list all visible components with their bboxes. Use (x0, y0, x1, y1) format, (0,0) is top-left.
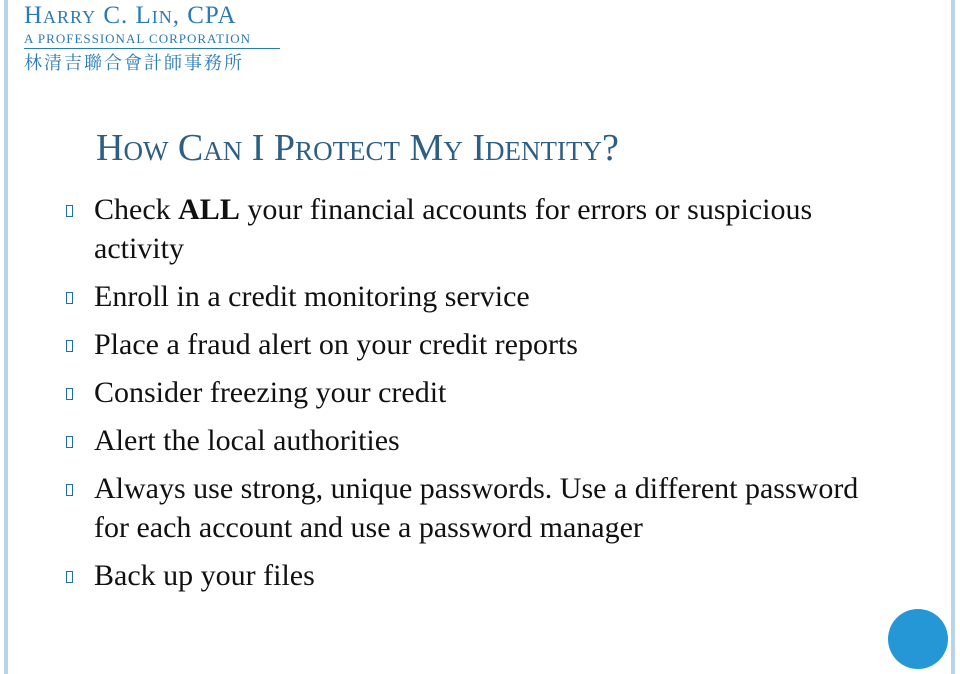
slide-title: How Can I Protect My Identity? (96, 127, 619, 169)
slide-frame-right (951, 0, 955, 674)
bullet-marker-icon (66, 205, 73, 217)
bullet-item (62, 325, 892, 364)
bullet-marker-icon (66, 292, 73, 304)
bullet-marker-icon (66, 436, 73, 448)
bullet-item (62, 373, 892, 412)
bullet-text: Place a fraud alert on your credit reports (94, 328, 578, 361)
decorative-circle (888, 609, 948, 669)
bullet-marker-icon (66, 571, 73, 583)
bullet-text: Alert the local authorities (94, 424, 400, 457)
slide-frame-left (4, 0, 8, 674)
bullet-marker-icon (66, 340, 73, 352)
firm-logo (24, 2, 280, 77)
bullet-text: Always use strong, unique passwords. Use a different password for each account and use a password manager (94, 472, 859, 544)
bullet-marker-icon (66, 484, 73, 496)
bullet-item (62, 556, 892, 595)
bullet-text: Check ALL your financial accounts for errors or suspicious activity (94, 193, 813, 265)
bullet-text: Back up your files (94, 559, 315, 592)
bullet-item (62, 277, 892, 316)
logo-subtitle: A PROFESSIONAL CORPORATION (24, 31, 280, 49)
bullet-item (62, 421, 892, 460)
bullet-text: Enroll in a credit monitoring service (94, 280, 530, 313)
logo-firm-name: Harry C. Lin, CPA (24, 2, 237, 29)
bullet-item (62, 190, 892, 268)
bullet-item (62, 469, 892, 547)
bullet-text: Consider freezing your credit (94, 376, 447, 409)
logo-chinese-name: 林清吉聯合會計師事務所 (24, 53, 244, 74)
bullet-marker-icon (66, 388, 73, 400)
bullet-list (62, 190, 892, 604)
